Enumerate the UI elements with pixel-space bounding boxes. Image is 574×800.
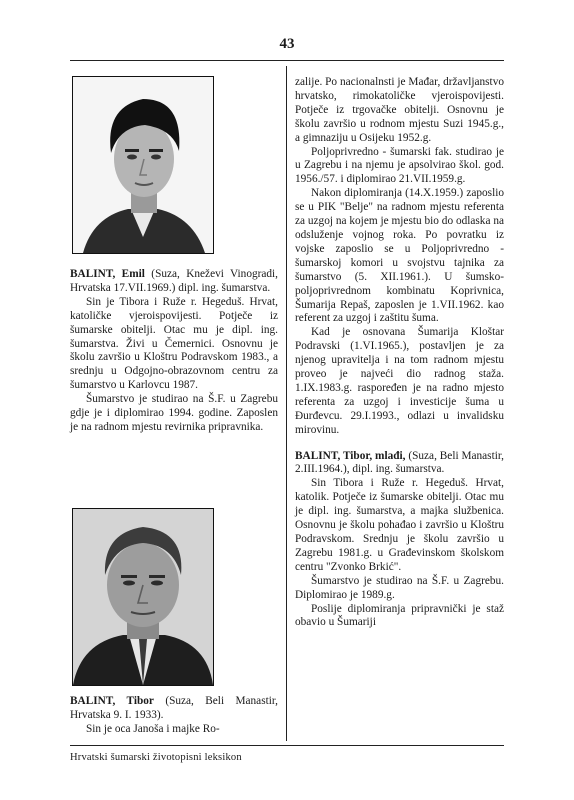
top-rule bbox=[70, 60, 504, 61]
entry-paragraph: Sin je Tibora i Ruže r. Hegeduš. Hrvat, katoličke vjeroispovijesti. Potječe iz šumarske obitelji. Otac mu je dipl. ing. šumarstva. Živi u Čemernici. Osnovnu je školu završio u Kloštru Podravskom 1983., a srednju u Odgojno-obrazovnom centru za šumarstvo u Karlovcu 1987. bbox=[70, 295, 278, 392]
running-footer: Hrvatski šumarski životopisni leksikon bbox=[70, 752, 242, 763]
portrait-older-man-image bbox=[73, 509, 213, 685]
portrait-photo-emil bbox=[72, 76, 214, 254]
bottom-rule bbox=[70, 745, 504, 746]
entry-intro: (Suza, Kneževi Vinogradi, Hrvatska 17.VII.1969.) dipl. ing. šumarstva. bbox=[70, 268, 278, 294]
entry-intro: (Suza, Beli Manastir, Hrvatska 9. I. 1933). bbox=[70, 695, 279, 721]
entry-paragraph: Šumarstvo je studirao na Š.F. u Zagrebu. Diplomirao je 1989.g. bbox=[295, 574, 504, 601]
portrait-photo-tibor bbox=[72, 508, 214, 686]
entry-paragraph: Sin je oca Janoša i majke Ro- bbox=[86, 722, 220, 735]
entry-heading bbox=[70, 268, 278, 296]
entry-balint-emil bbox=[70, 268, 278, 435]
entry-name: BALINT, Tibor bbox=[70, 695, 154, 707]
entry-paragraph: Poljoprivredno - šumarski fak. studirao je u Zagrebu i na njemu je apsolvirao škol. god. 1956./57. i diplomirao 21.VII.1959.g. bbox=[295, 145, 504, 186]
entry-paragraph: Šumarstvo je studirao na Š.F. u Zagrebu gdje je i diplomirao 1994. godine. Zaposlen je na radnom mjestu revirnika pripravnika. bbox=[70, 393, 278, 433]
column-divider bbox=[286, 66, 287, 741]
page-number: 43 bbox=[279, 36, 295, 52]
entry-balint-tibor bbox=[70, 695, 278, 737]
entry-paragraph: Poslije diplomiranja pripravnički je staž obavio u Šumariji bbox=[295, 602, 504, 629]
entry-heading bbox=[295, 450, 504, 478]
entry-paragraph: zalije. Po nacionalnsti je Mađar, državljanstvo hrvatsko, rimokatoličke vjeroispovijesti. Potječe iz trgovačke obitelji. Osnovnu je školu završio u rodnom mjestu Suzi 1945.g., a gimnaziju u Osijeku 1952.g. bbox=[295, 76, 504, 144]
entry-name: BALINT, Tibor, mlađi, bbox=[295, 449, 406, 462]
entry-paragraph: Sin Tibora i Ruže r. Hegeduš. Hrvat, katolik. Potječe iz šumarske obitelji. Otac mu je dipl. ing. šumarstva, a majka službenica. Osnovnu je školu pohađao i završio u Kloštru Podravskom. Srednju je školu završio u Zagrebu 1981.g. u Građevinskom školskom centru "Zvonko Brkić". bbox=[295, 477, 504, 573]
entry-paragraph: Nakon diplomiranja (14.X.1959.) zaposlio se u PIK "Belje" na radnom mjestu referenta za uzgoj na kojem je mjestu bio do odlaska na odsluženje vojnog roka. Po povratku iz vojske zaposlio se u Poljoprivredno - šumarskoj komori u svojstvu tajnika za šumarstvo (5. XII.1961.). U šumsko-poljoprivrednom kombinatu Koprivnica, Šumarija Repaš, zaposlen je 1.VII.1962. kao referent za uzgoj i zaštitu šuma. bbox=[295, 187, 504, 325]
entry-intro: (Suza, Beli Manastir, 2.III.1964.), dipl. ing. šumarstva. bbox=[295, 449, 504, 476]
right-column bbox=[295, 76, 504, 630]
entry-heading bbox=[70, 695, 278, 723]
entry-name: BALINT, Emil bbox=[70, 268, 145, 280]
portrait-young-man-image bbox=[73, 77, 213, 253]
entry-paragraph: Kad je osnovana Šumarija Kloštar Podravski (1.VI.1965.), postavljen je za njenog upravitelja i na tom radnom mjestu proveo je najveći dio radnog staža. 1.IX.1983.g. raspoređen je na radno mjesto referenta za uzgoj i investicije šuma u Đurđevcu. 29.I.1993., odlazi u invalidsku mirovinu. bbox=[295, 326, 504, 436]
